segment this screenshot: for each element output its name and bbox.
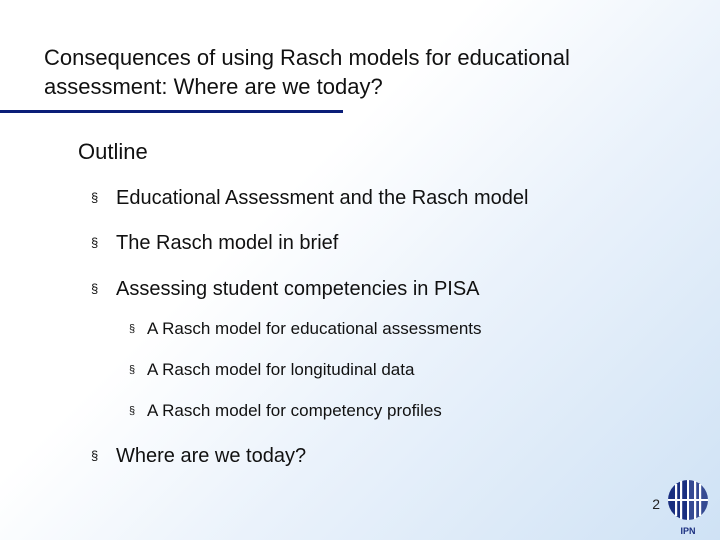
bullet-marker-icon: § (91, 190, 99, 205)
sub-bullet-longitudinal-data (129, 360, 649, 380)
bullet-text: Educational Assessment and the Rasch model (116, 187, 529, 209)
bullet-item-educational-assessment (91, 186, 651, 210)
sub-bullet-competency-profiles (129, 401, 649, 421)
bullet-item-pisa (91, 277, 651, 301)
bullet-text: The Rasch model in brief (116, 232, 339, 254)
sub-bullet-marker-icon: § (129, 405, 136, 417)
sub-bullet-marker-icon: § (129, 364, 136, 376)
page-number: 2 (652, 496, 660, 512)
slide-title-line-2: assessment: Where are we today? (44, 74, 383, 99)
slide-title-line-1: Consequences of using Rasch models for educational (44, 45, 570, 70)
sub-bullet-marker-icon: § (129, 323, 136, 335)
title-underline (0, 110, 343, 113)
bullet-item-where-today (91, 444, 651, 468)
sub-bullet-text: A Rasch model for competency profiles (147, 401, 442, 420)
bullet-marker-icon: § (91, 281, 99, 296)
bullet-marker-icon: § (91, 448, 99, 463)
bullet-text: Where are we today? (116, 445, 307, 467)
bullet-item-rasch-brief (91, 231, 651, 255)
slide-title (44, 43, 684, 101)
sub-bullet-text: A Rasch model for longitudinal data (147, 360, 415, 379)
bullet-text: Assessing student competencies in PISA (116, 278, 480, 300)
ipn-logo-icon (666, 478, 710, 538)
bullet-marker-icon: § (91, 235, 99, 250)
sub-bullet-text: A Rasch model for educational assessments (147, 319, 482, 338)
outline-heading: Outline (78, 139, 148, 164)
sub-bullet-educational-assessments (129, 319, 649, 339)
logo-text: IPN (680, 526, 696, 536)
